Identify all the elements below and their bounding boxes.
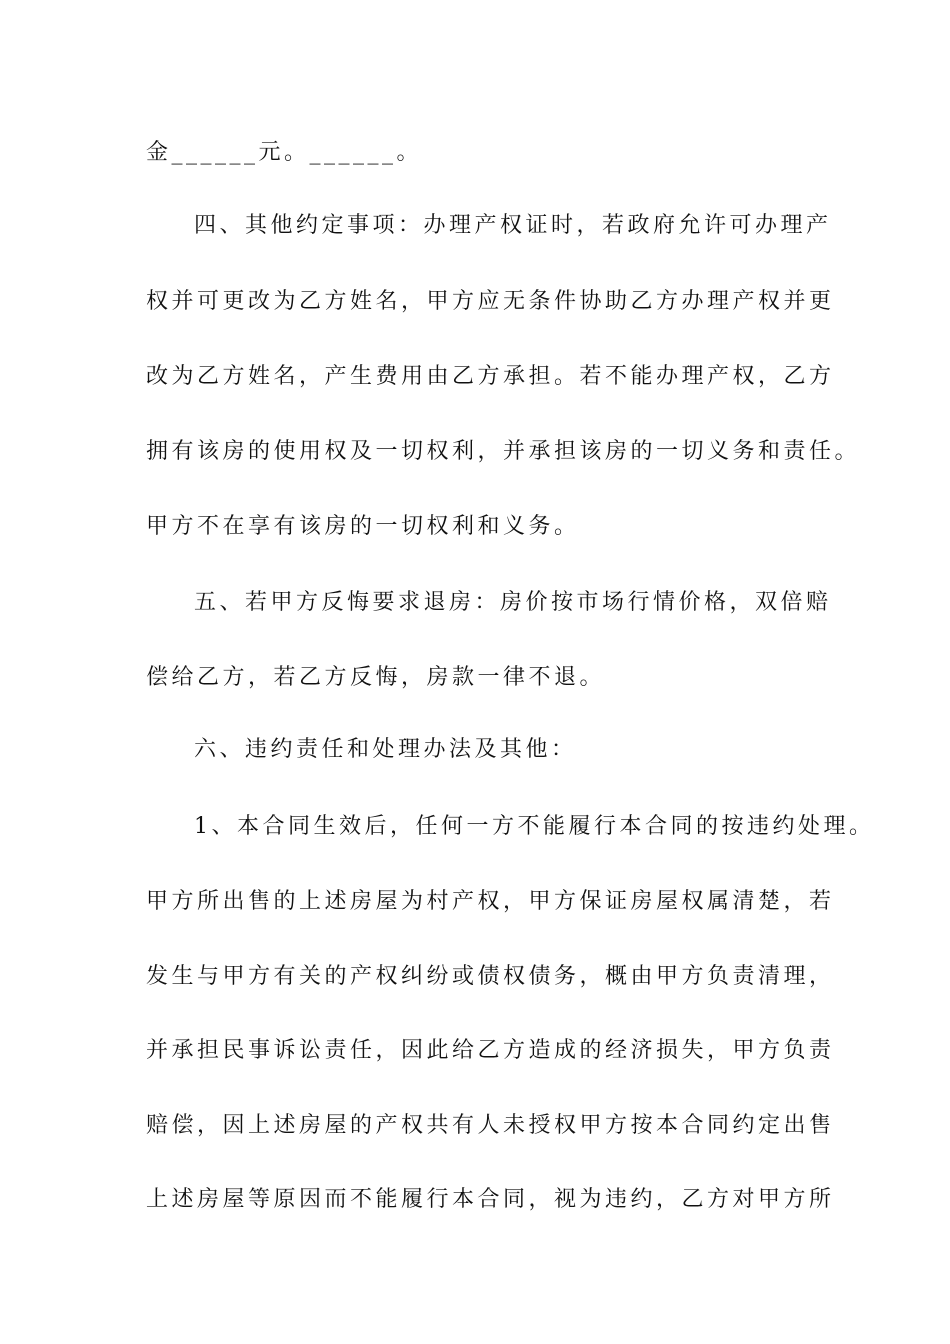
clause-4-start: 四、其他约定事项：办理产权证时，若政府允许可办理产 (194, 213, 832, 238)
text-line-8: 偿给乙方，若乙方反悔，房款一律不退。 (146, 665, 606, 690)
text-line-6: 甲方不在享有该房的一切权利和义务。 (146, 514, 580, 539)
text-line-5: 拥有该房的使用权及一切权利，并承担该房的一切义务和责任。 (146, 439, 861, 464)
text-line-12: 发生与甲方有关的产权纠纷或债权债务，概由甲方负责清理， (146, 964, 835, 989)
text-line-1: 金______元。______。 (146, 140, 423, 165)
text-line-14: 赔偿，因上述房屋的产权共有人未授权甲方按本合同约定出售 (146, 1113, 835, 1138)
clause-5-start: 五、若甲方反悔要求退房：房价按市场行情价格，双倍赔 (194, 590, 832, 615)
text-line-11: 甲方所出售的上述房屋为村产权，甲方保证房屋权属清楚，若 (146, 889, 835, 914)
text-line-13: 并承担民事诉讼责任，因此给乙方造成的经济损失，甲方负责 (146, 1038, 835, 1063)
text-line-3: 权并可更改为乙方姓名，甲方应无条件协助乙方办理产权并更 (146, 289, 835, 314)
text-line-15: 上述房屋等原因而不能履行本合同，视为违约，乙方对甲方所 (146, 1187, 835, 1212)
clause-6-item-1-start: 1、本合同生效后，任何一方不能履行本合同的按违约处理。 (194, 814, 875, 839)
clause-6-heading: 六、违约责任和处理办法及其他： (194, 737, 577, 762)
text-line-4: 改为乙方姓名，产生费用由乙方承担。若不能办理产权，乙方 (146, 364, 835, 389)
